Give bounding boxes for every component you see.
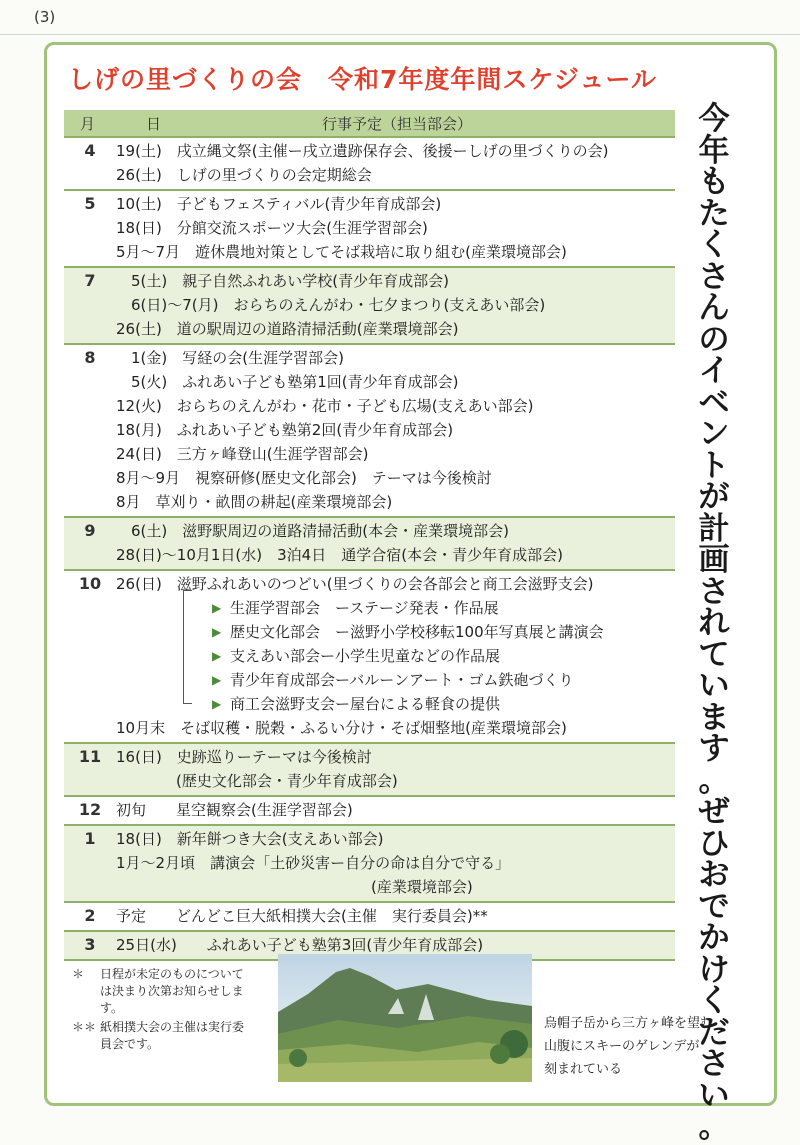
event-line: 1(金) 写経の会(生涯学習部会) (116, 349, 344, 367)
event-line: 6(土) 滋野駅周辺の道路清掃活動(本会・産業環境部会) (116, 522, 509, 540)
side-message-char: 年 (698, 132, 730, 169)
month-label: 8 (84, 348, 96, 367)
footnote (72, 966, 250, 1017)
footnote-mark: ＊ (72, 967, 85, 981)
sub-item-text: 商工会滋野支会ー屋台による軽食の提供 (230, 695, 501, 713)
event-line: 初旬 星空観察会(生涯学習部会) (116, 801, 353, 819)
header-day: 日 (146, 114, 162, 133)
side-message-char: さ (698, 573, 730, 610)
event-line: 1月～2月頃 講演会「土砂災害ー自分の命は自分で守る」 (116, 854, 511, 872)
mountain-landscape-image (278, 954, 532, 1082)
event-line: 6(日)～7(月) おらちのえんがわ・七夕まつり(支えあい部会) (116, 296, 546, 314)
side-message-char: い (698, 668, 730, 704)
footnote-text: 日程が未定のものについては決まり次第お知らせします。 (100, 967, 244, 1015)
event-line: 18(月) ふれあい子ども塾第2回(青少年育成部会) (116, 421, 454, 439)
month-label: 7 (84, 271, 96, 290)
month-label: 5 (84, 194, 96, 213)
event-line: 12(火) おらちのえんがわ・花市・子ども広場(支えあい部会) (116, 397, 534, 415)
side-message-char: さ (698, 1046, 730, 1082)
month-block-7 (64, 268, 675, 345)
footnotes (72, 966, 250, 1055)
triangle-bullet-icon: ▶ (212, 673, 222, 687)
month-block-10 (64, 571, 675, 744)
side-message-char: い (698, 1077, 730, 1114)
side-message-char: か (698, 920, 730, 956)
footnote-mark: ＊＊ (72, 1020, 97, 1034)
footnote (72, 1019, 250, 1053)
month-block-9 (64, 518, 675, 571)
schedule-table (64, 110, 675, 961)
month-label: 10 (78, 574, 102, 593)
month-block-1 (64, 826, 675, 903)
side-message-char: 今 (698, 101, 730, 137)
side-message-char: す (698, 731, 730, 767)
side-message-char: お (698, 857, 730, 893)
sub-item (116, 668, 675, 692)
month-label: 11 (78, 747, 102, 766)
event-line: 10月末 そば収穫・脱穀・ふるい分け・そば畑整地(産業環境部会) (116, 719, 567, 737)
side-message-char: さ (698, 258, 730, 295)
side-message-char: く (698, 983, 730, 1019)
month-block-11 (64, 744, 675, 797)
side-message-char: た (698, 195, 730, 232)
event-line: 18(日) 分館交流スポーツ大会(生涯学習部会) (116, 219, 428, 237)
header-month: 月 (80, 114, 96, 133)
event-line: 25日(水) ふれあい子ども塾第3回(青少年育成部会) (116, 936, 484, 954)
side-message-char: が (698, 479, 730, 515)
mountain-photo (278, 954, 532, 1082)
event-line: 16(日) 史跡巡りーテーマは今後検討 (116, 748, 372, 766)
side-message-char: 。 (698, 1109, 730, 1145)
sub-item-text: 生涯学習部会 ーステージ発表・作品展 (230, 599, 499, 617)
side-message-char: ン (698, 416, 730, 452)
triangle-bullet-icon: ▶ (212, 601, 222, 615)
month-block-2 (64, 903, 675, 932)
event-line: 8月 草刈り・畝間の耕起(産業環境部会) (116, 493, 393, 511)
side-message-char: ぜ (698, 794, 730, 830)
month-label: 1 (84, 829, 96, 848)
event-line: 19(土) 戌立縄文祭(主催ー戌立遺跡保存会、後援ーしげの里づくりの会) (116, 142, 609, 160)
page-number: (3) (34, 8, 56, 26)
event-line: 10(土) 子どもフェスティバル(青少年育成部会) (116, 195, 442, 213)
side-message-char: ト (698, 447, 730, 484)
side-message-char: ま (698, 699, 730, 736)
schedule-header (64, 110, 675, 138)
side-message-char: く (698, 227, 730, 263)
month-label: 12 (78, 800, 102, 819)
header-event: 行事予定（担当部会） (322, 114, 473, 133)
side-message-char: の (698, 321, 730, 358)
sub-item-text: 青少年育成部会ーバルーンアート・ゴム鉄砲づくり (230, 671, 574, 689)
side-message-char: て (698, 636, 730, 673)
side-message-char: 。 (698, 762, 730, 799)
triangle-bullet-icon: ▶ (212, 697, 222, 711)
side-message-char: イ (698, 353, 730, 389)
sub-item-text: 支えあい部会ー小学生児童などの作品展 (230, 647, 501, 665)
event-line: 18(日) 新年餅つき大会(支えあい部会) (116, 830, 384, 848)
top-rule (0, 34, 800, 35)
caption-line: 烏帽子岳から三方ヶ峰を望む (544, 1016, 714, 1031)
side-message (692, 101, 736, 1145)
footnote-text: 紙相撲大会の主催は実行委員会です。 (100, 1020, 245, 1051)
event-line: 5月～7月 遊休農地対策としてそば栽培に取り組む(産業環境部会) (116, 243, 567, 261)
side-message-char: れ (698, 605, 730, 641)
triangle-bullet-icon: ▶ (212, 649, 222, 663)
side-message-char: 計 (698, 510, 730, 547)
page-title: しげの里づくりの会 令和7年度年間スケジュール (68, 65, 657, 94)
event-line: (歴史文化部会・青少年育成部会) (116, 772, 398, 790)
event-line: 26(土) 道の駅周辺の道路清掃活動(産業環境部会) (116, 320, 459, 338)
event-line: 26(土) しげの里づくりの会定期総会 (116, 166, 372, 184)
sub-item (116, 620, 675, 644)
month-label: 3 (84, 935, 96, 954)
photo-caption (544, 1012, 713, 1081)
month-block-5 (64, 191, 675, 268)
sub-item (116, 692, 675, 716)
caption-line: 刻まれている (544, 1062, 623, 1077)
caption-line: 山腹にスキーのゲレンデが (544, 1039, 700, 1054)
side-message-char: だ (698, 1014, 730, 1051)
sub-item-text: 歴史文化部会 ー滋野小学校移転100年写真展と講演会 (230, 623, 604, 641)
side-message-char: も (698, 164, 730, 200)
month-label: 4 (84, 141, 96, 160)
sub-item (116, 644, 675, 668)
side-message-char: け (698, 951, 730, 988)
event-line: 28(日)～10月1日(水) 3泊4日 通学合宿(本会・青少年育成部会) (116, 546, 563, 564)
event-line: 予定 どんどこ巨大紙相撲大会(主催 実行委員会)** (116, 907, 488, 925)
month-label: 2 (84, 906, 96, 925)
sub-item-bracket (183, 590, 192, 704)
event-line: 26(日) 滋野ふれあいのつどい(里づくりの会各部会と商工会滋野支会) (116, 575, 594, 593)
side-message-char: ベ (698, 384, 730, 421)
side-message-char: で (698, 888, 730, 925)
event-line: 5(火) ふれあい子ども塾第1回(青少年育成部会) (116, 373, 459, 391)
event-line: (産業環境部会) (116, 878, 473, 896)
triangle-bullet-icon: ▶ (212, 625, 222, 639)
event-line: 8月～9月 視察研修(歴史文化部会) テーマは今後検討 (116, 469, 492, 487)
event-line: 5(土) 親子自然ふれあい学校(青少年育成部会) (116, 272, 449, 290)
event-line: 24(日) 三方ヶ峰登山(生涯学習部会) (116, 445, 369, 463)
side-message-char: ん (698, 290, 730, 326)
month-block-8 (64, 345, 675, 518)
side-message-char: ひ (698, 825, 730, 862)
sub-item (116, 596, 675, 620)
month-label: 9 (84, 521, 96, 540)
month-block-4 (64, 138, 675, 191)
side-message-char: 画 (698, 542, 730, 578)
month-block-12 (64, 797, 675, 826)
